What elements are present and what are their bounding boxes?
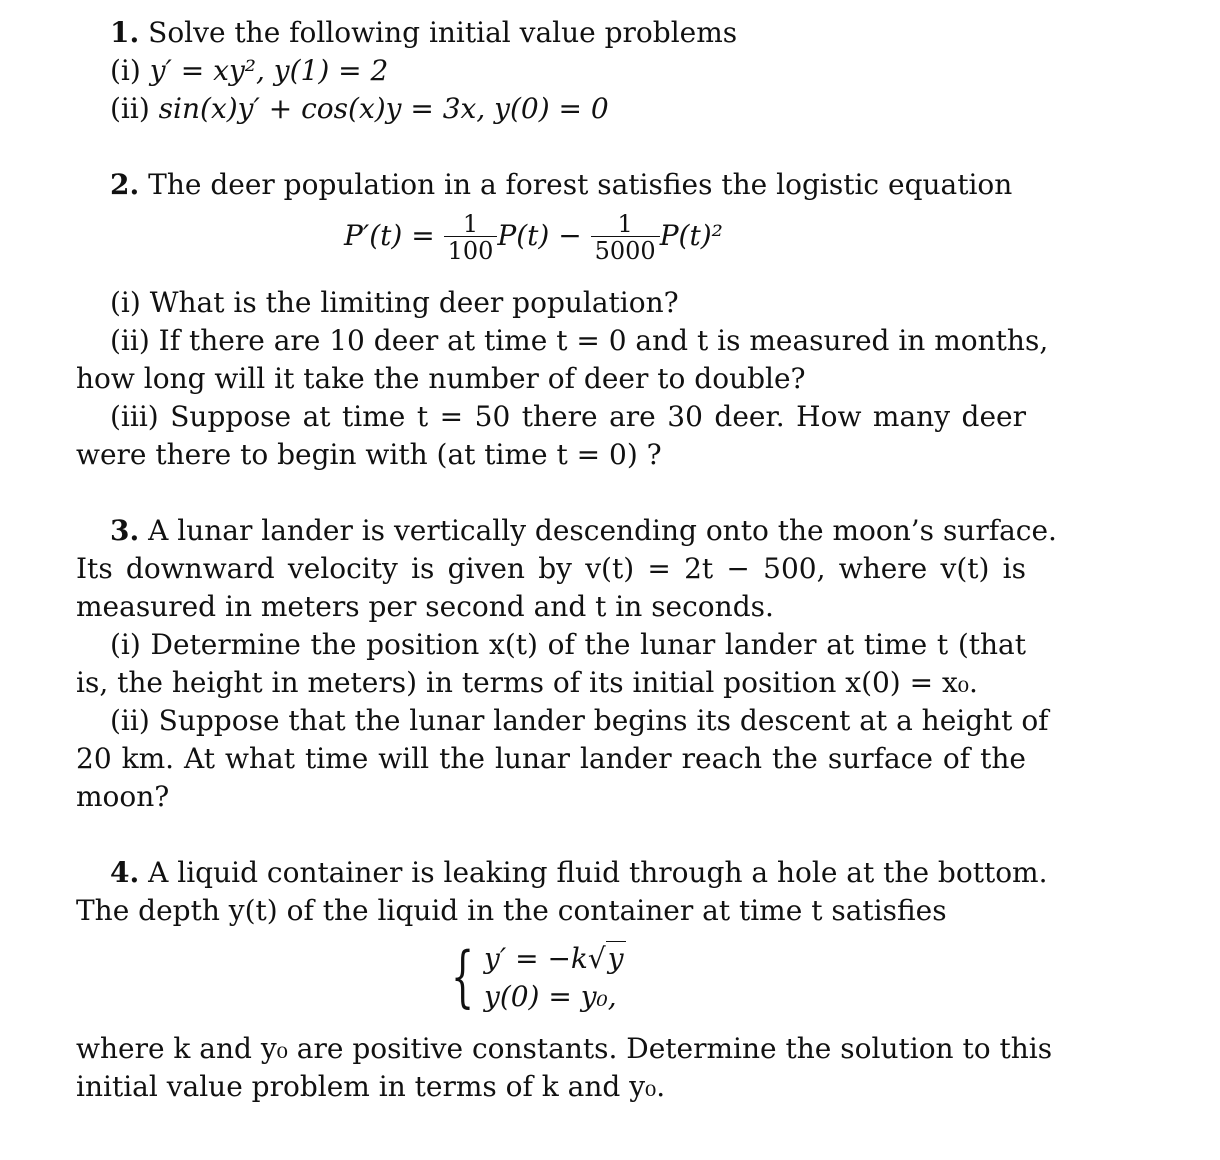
problem-1-part-2: (ii) sin(x)y′ + cos(x)y = 3x, y(0) = 0 bbox=[110, 92, 609, 125]
problem-3-line-7: 20 km. At what time will the lunar lander reach the surface of the bbox=[76, 742, 1026, 775]
problem-4-line-3: where k and y₀ are positive constants. Determine the solution to this bbox=[76, 1032, 1053, 1065]
problem-1-part-1: (i) y′ = xy², y(1) = 2 bbox=[110, 54, 389, 87]
logistic-equation: P′(t) = $\frac{1}{100}$ P(t) − $\frac{1}{5000}$ P(t)² bbox=[344, 210, 723, 265]
problem-1-title: Solve the following initial value problems bbox=[148, 16, 738, 49]
system-equation-2: y(0) = y₀, bbox=[484, 980, 617, 1013]
problem-2-question-3-line-2: were there to begin with (at time t = 0) ? bbox=[76, 438, 662, 471]
problem-4-number: 4. bbox=[110, 856, 140, 889]
problem-3-line-1: 3. A lunar lander is vertically descending onto the moon’s surface. bbox=[110, 514, 1057, 547]
problem-3-line-6: (ii) Suppose that the lunar lander begins its descent at a height of bbox=[110, 704, 1049, 737]
problem-1-part-1-equation: y′ = xy², y(1) = 2 bbox=[149, 54, 389, 87]
problem-2-heading bbox=[76, 166, 1026, 204]
left-brace: { bbox=[451, 938, 475, 1015]
problem-2-question-1: (i) What is the limiting deer population? bbox=[110, 286, 679, 319]
problem-2-question-2-line-1: (ii) If there are 10 deer at time t = 0 and t is measured in months, bbox=[110, 324, 1049, 357]
problem-4-line-4: initial value problem in terms of k and y₀. bbox=[76, 1070, 666, 1103]
sqrt-symbol: √ bbox=[587, 942, 606, 975]
problem-2-number: 2. bbox=[110, 168, 140, 201]
problem-4-line-2: The depth y(t) of the liquid in the container at time t satisfies bbox=[76, 894, 947, 927]
problem-1-number: 1. bbox=[110, 16, 140, 49]
problem-3-line-8: moon? bbox=[76, 780, 170, 813]
system-equation-1: y′ = −k√y bbox=[484, 942, 624, 975]
problem-2-question-3-line-1: (iii) Suppose at time t = 50 there are 30 deer. How many deer bbox=[110, 400, 1026, 433]
problem-3-number: 3. bbox=[110, 514, 140, 547]
fraction-1-over-100: $\frac{1}{100}$ bbox=[444, 212, 498, 263]
problem-2-intro: The deer population in a forest satisfies the logistic equation bbox=[148, 168, 1013, 201]
problem-2-question-2-line-2: how long will it take the number of deer to double? bbox=[76, 362, 806, 395]
problem-4-line-1: 4. A liquid container is leaking fluid through a hole at the bottom. bbox=[110, 856, 1048, 889]
document-page bbox=[76, 14, 1057, 1106]
problem-3-line-4: (i) Determine the position x(t) of the lunar lander at time t (that bbox=[110, 628, 1026, 661]
problem-3-line-2: Its downward velocity is given by v(t) = 2t − 500, where v(t) is bbox=[76, 552, 1026, 585]
ode-system bbox=[76, 930, 1026, 1030]
problem-1-part-2-equation: sin(x)y′ + cos(x)y = 3x, y(0) = 0 bbox=[158, 92, 609, 125]
fraction-1-over-5000: $\frac{1}{5000}$ bbox=[591, 212, 660, 263]
problem-3-line-5: is, the height in meters) in terms of its initial position x(0) = x₀. bbox=[76, 666, 978, 699]
problem-3-line-3: measured in meters per second and t in seconds. bbox=[76, 590, 774, 623]
problem-1-heading bbox=[76, 14, 1026, 52]
